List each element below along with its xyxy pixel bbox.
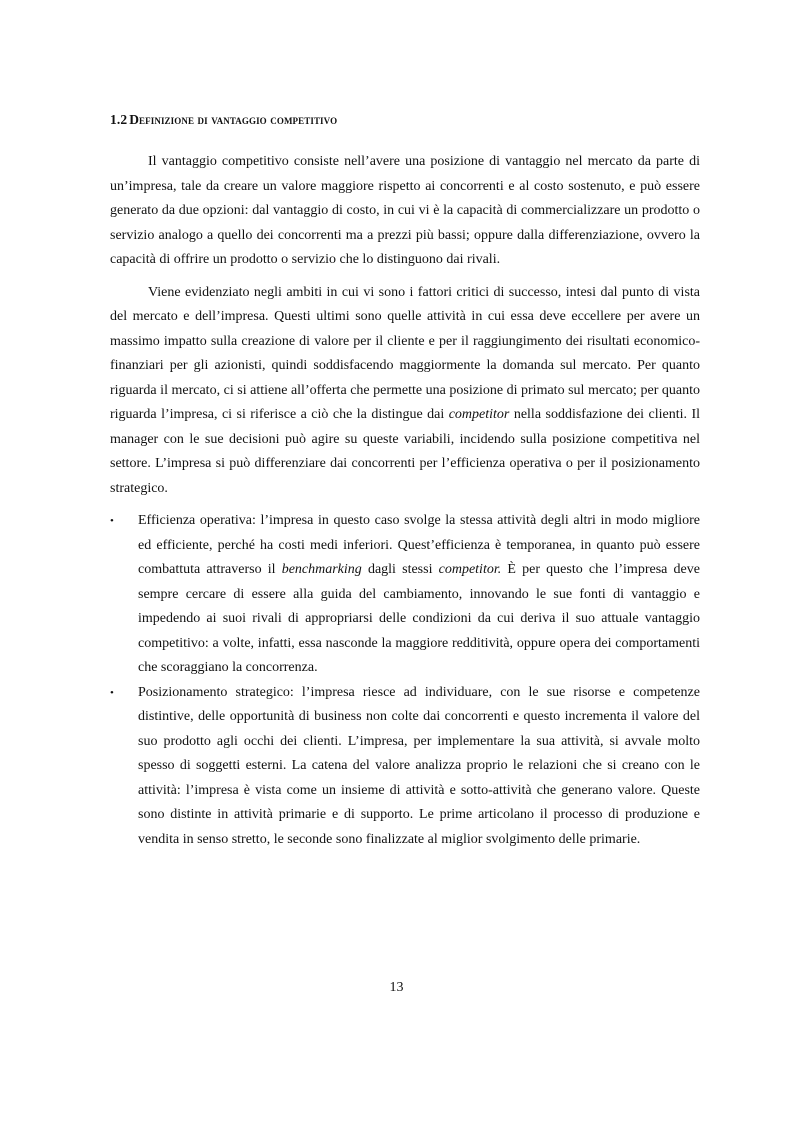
bullet-1-text-c: È per questo che l’impresa deve sempre cercare di essere alla guida del cambiamento, innovando le sue fonti di vantaggio e impedendo ai suoi rivali di appropriarsi delle condizioni da cui deriva il suo attuale vantaggio competitivo: a volte, infatti, essa nasconde la maggiore redditività, oppure opera dei comportamenti che scoraggiano la concorrenza. (138, 562, 700, 675)
paragraph-2-text-a: Viene evidenziato negli ambiti in cui vi sono i fattori critici di successo, intesi dal punto di vista del mercato e dell’impresa. Questi ultimi sono quelle attività in cui essa deve eccellere per avere un massimo impatto sulla creazione di valore per il cliente e per il raggiungimento dei risultati economico-finanziari per gli azionisti, quindi soddisfacendo maggiormente la domanda sul mercato. Per quanto riguarda il mercato, ci si attiene all’offerta che permette una posizione di primato sul mercato; per quanto riguarda l’impresa, ci si riferisce a ciò che la distingue dai (110, 284, 700, 422)
bullet-2-text: Posizionamento strategico: l’impresa riesce ad individuare, con le sue risorse e competenze distintive, delle opportunità di business non colte dai concorrenti e questo incrementa il valore del suo prodotto agli occhi dei clienti. L’impresa, per implementare la sua attività, si avvale molto spesso di soggetti esterni. La catena del valore analizza proprio le relazioni che si creano con le attività: l’impresa è vista come un insieme di attività e sotto-attività che generano valore. Queste sono distinte in attività primarie e di supporto. Le prime articolano il processo di produzione e vendita in senso stretto, le seconde sono finalizzate al miglior svolgimento delle primarie. (138, 684, 700, 847)
bullet-list (110, 509, 700, 852)
section-heading (110, 112, 700, 128)
bullet-1-text-b: dagli stessi (361, 562, 439, 577)
paragraph-1-text: Il vantaggio competitivo consiste nell’avere una posizione di vantaggio nel mercato da parte di un’impresa, tale da creare un valore maggiore rispetto ai concorrenti e al costo sostenuto, e può essere generato da due opzioni: dal vantaggio di costo, in cui vi è la capacità di commercializzare un prodotto o servizio analogo a quello dei concorrenti ma a prezzi più bassi; oppure dalla differenziazione, ovvero la capacità di offrire un prodotto o servizio che lo distinguono dai rivali. (110, 154, 700, 267)
document-page (110, 112, 700, 852)
bullet-item-efficienza (110, 509, 700, 681)
page-number: 13 (389, 980, 404, 995)
paragraph-1 (110, 150, 700, 273)
bullet-icon: • (110, 686, 114, 699)
paragraph-2-text-b: nella soddisfazione dei clienti. Il manager con le sue decisioni può agire su queste variabili, incidendo sulla posizione competitiva nel settore. L’impresa si può differenziare dai concorrenti per l’efficienza operativa o per il posizionamento strategico. (110, 407, 701, 496)
paragraph-2 (110, 281, 700, 502)
section-number: 1.2 (110, 112, 128, 127)
bullet-1-italic-competitor: competitor. (438, 562, 502, 577)
section-title: Definizione di vantaggio competitivo (129, 112, 338, 127)
paragraph-2-italic-term: competitor (448, 407, 510, 422)
bullet-1-text-a: Efficienza operativa: l’impresa in questo caso svolge la stessa attività degli altri in modo migliore ed efficiente, perché ha costi medi inferiori. Quest’efficienza è temporanea, in quanto può essere combattuta attraverso il (138, 513, 700, 577)
bullet-item-posizionamento (110, 681, 700, 853)
bullet-icon: • (110, 515, 114, 527)
bullet-1-italic-benchmarking: benchmarking (281, 562, 362, 577)
